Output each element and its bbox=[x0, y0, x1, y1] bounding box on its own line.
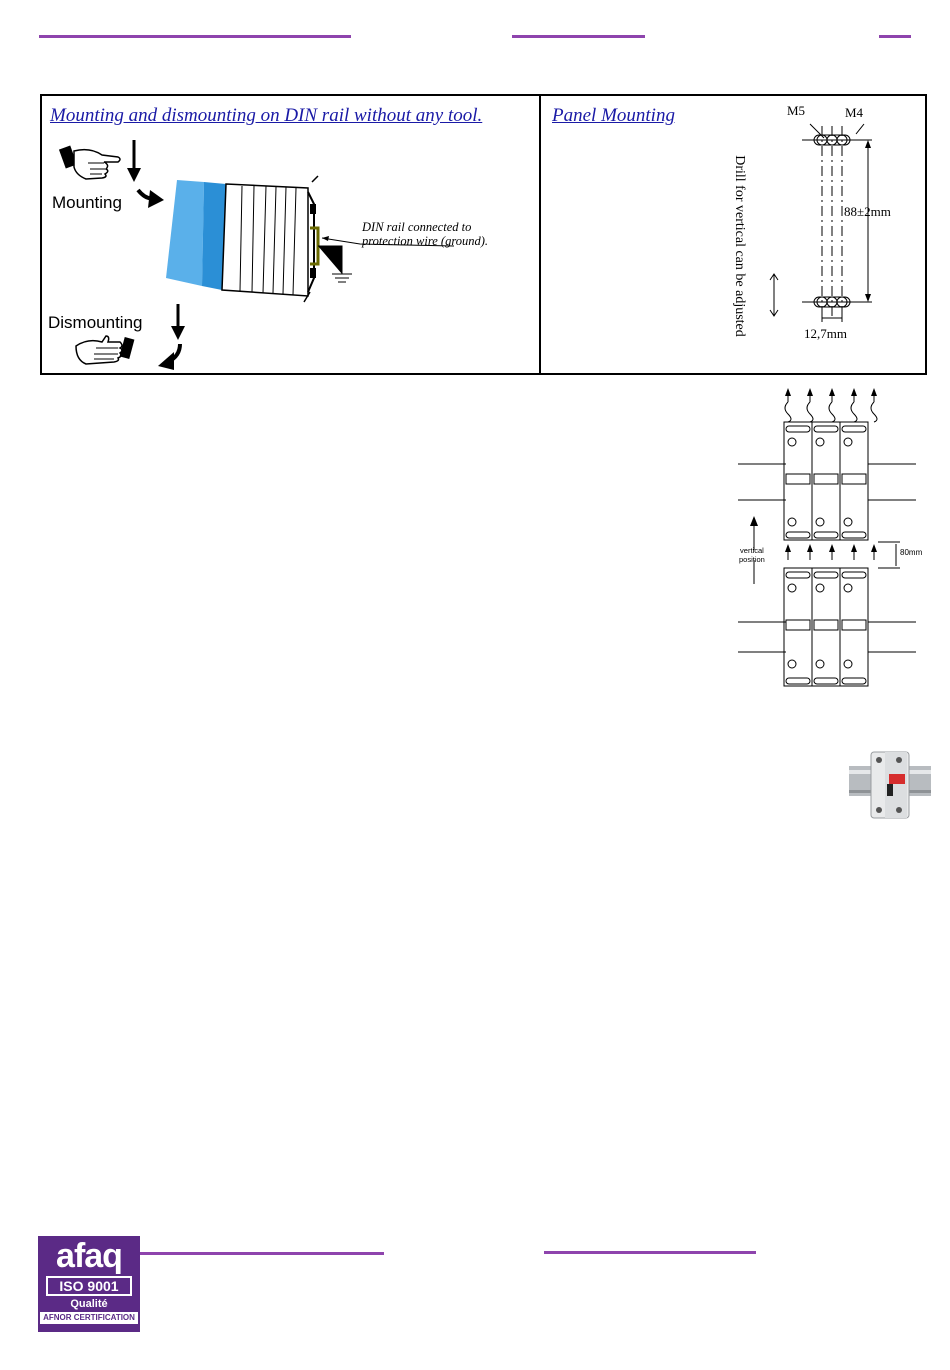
afaq-logo-iso: ISO 9001 bbox=[46, 1276, 132, 1296]
height-dimension: 88±2mm bbox=[844, 204, 891, 219]
vertical-position-label bbox=[739, 546, 765, 564]
dismounting-hand-icon bbox=[66, 332, 136, 372]
spacing-gap-dimension: 80mm bbox=[900, 548, 923, 557]
din-rail-note-line2: protection wire (ground). bbox=[362, 234, 489, 248]
din-mounting-heading: Mounting and dismounting on DIN rail without any tool. bbox=[50, 105, 483, 126]
din-rail-note bbox=[362, 220, 488, 248]
m4-label: M4 bbox=[845, 105, 864, 120]
mounting-box bbox=[40, 94, 927, 375]
mounting-hand-icon bbox=[60, 141, 130, 191]
mounting-label: Mounting bbox=[52, 193, 122, 212]
box-divider bbox=[539, 96, 541, 373]
circuit-breaker-photo bbox=[849, 750, 931, 820]
header-rule-right bbox=[879, 35, 911, 38]
vertical-label-line1: vertical bbox=[740, 546, 764, 555]
width-dimension: 12,7mm bbox=[804, 326, 847, 341]
drill-note: Drill for vertical can be adjusted bbox=[731, 155, 747, 337]
afaq-logo bbox=[38, 1236, 140, 1332]
header-rule-middle bbox=[512, 35, 645, 38]
m5-label: M5 bbox=[787, 103, 806, 118]
afaq-logo-quality: Qualité bbox=[70, 1298, 108, 1310]
footer-rule-middle bbox=[544, 1251, 756, 1254]
dismounting-label: Dismounting bbox=[48, 313, 143, 332]
vertical-label-line2: position bbox=[739, 555, 765, 564]
footer-rule-left bbox=[140, 1252, 384, 1255]
din-rail-note-line1: DIN rail connected to bbox=[362, 220, 472, 234]
module-spacing-diagram bbox=[738, 388, 928, 688]
afaq-logo-main: afaq bbox=[56, 1237, 122, 1275]
panel-drill-drawing bbox=[772, 116, 902, 356]
header-rule-left bbox=[39, 35, 351, 38]
afaq-logo-cert: AFNOR CERTIFICATION bbox=[40, 1312, 138, 1324]
dismounting-arrow-icon bbox=[152, 302, 192, 372]
panel-mounting-heading: Panel Mounting bbox=[552, 105, 675, 126]
